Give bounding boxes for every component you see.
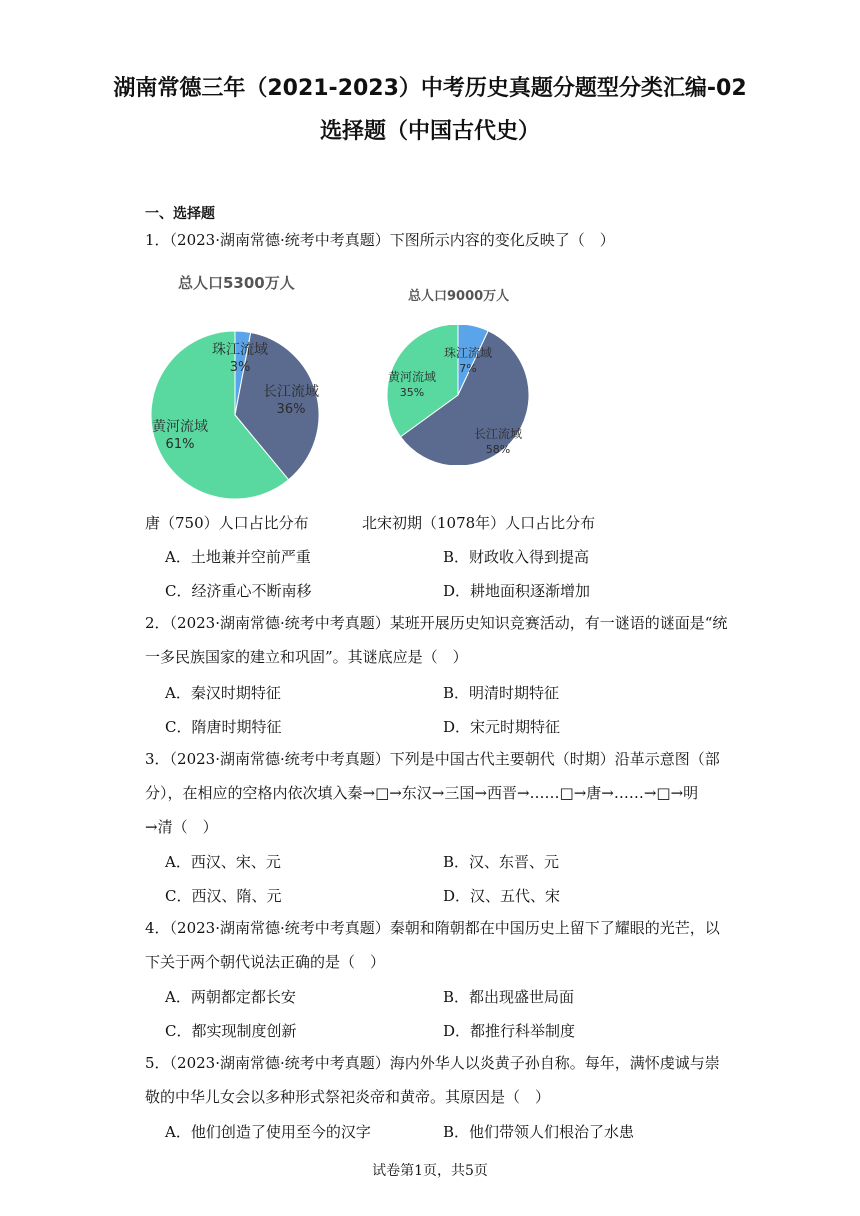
q2-option-a[interactable]: A．秦汉时期特征 [165, 684, 281, 702]
q5-option-a[interactable]: A．他们创造了使用至今的汉字 [165, 1123, 371, 1141]
doc-title-line-2: 选择题（中国古代史） [319, 119, 540, 144]
slice-label-0: 珠江流域 [443, 346, 493, 360]
q3-option-b[interactable]: B．汉、东晋、元 [443, 853, 560, 871]
doc-title-line-1: 湖南常德三年（2021-2023）中考历史真题分题型分类汇编-02 [113, 76, 747, 101]
slice-percent-2: 35% [399, 386, 425, 399]
q1-option-d[interactable]: D．耕地面积逐渐增加 [443, 582, 591, 600]
slice-label-1: 长江流域 [263, 384, 319, 400]
question-4-line-1: 4．（2023·湖南常德·统考中考真题）秦朝和隋朝都在中国历史上留下了耀眼的光芒，以 [145, 919, 720, 937]
section-heading: 一、选择题 [145, 206, 215, 222]
q1-option-b[interactable]: B．财政收入得到提高 [443, 548, 590, 566]
question-3-line-1: 3．（2023·湖南常德·统考中考真题）下列是中国古代主要朝代（时期）沿革示意图（部 [145, 750, 720, 768]
slice-label-1: 长江流域 [473, 427, 523, 441]
slice-percent-0: 7% [459, 362, 477, 375]
question-2-line-1: 2．（2023·湖南常德·统考中考真题）某班开展历史知识竞赛活动，有一谜语的谜面是“统 [145, 614, 728, 632]
slice-label-0: 珠江流域 [212, 342, 268, 358]
question-2-line-2: 一多民族国家的建立和巩固”。其谜底应是（ ） [145, 648, 468, 666]
q3-option-c[interactable]: C．西汉、隋、元 [165, 887, 282, 905]
slice-label-2: 黄河流域 [152, 419, 208, 435]
pie-chart-song [380, 325, 540, 465]
chart-2-caption: 北宋初期（1078年）人口占比分布 [362, 514, 596, 532]
q4-option-a[interactable]: A．两朝都定都长安 [165, 988, 296, 1006]
slice-percent-1: 36% [276, 402, 306, 417]
chart-1-title: 总人口5300万人 [178, 274, 295, 292]
question-5-line-1: 5．（2023·湖南常德·统考中考真题）海内外华人以炎黄子孙自称。每年，满怀虔诚与崇 [145, 1054, 720, 1072]
chart-2-title: 总人口9000万人 [408, 289, 510, 304]
question-1-line-1: 1．（2023·湖南常德·统考中考真题）下图所示内容的变化反映了（ ） [145, 231, 615, 249]
q4-option-b[interactable]: B．都出现盛世局面 [443, 988, 575, 1006]
q2-option-b[interactable]: B．明清时期特征 [443, 684, 560, 702]
question-3-line-2: 分），在相应的空格内依次填入秦→□→东汉→三国→西晋→……□→唐→……→□→明 [145, 784, 699, 802]
q3-option-d[interactable]: D．汉、五代、宋 [443, 887, 561, 905]
chart-1-caption: 唐（750）人口占比分布 [145, 514, 309, 532]
slice-percent-0: 3% [229, 360, 251, 375]
q5-option-b[interactable]: B．他们带领人们根治了水患 [443, 1123, 635, 1141]
slice-percent-2: 61% [165, 437, 195, 452]
q2-option-c[interactable]: C．隋唐时期特征 [165, 718, 282, 736]
q1-option-a[interactable]: A．土地兼并空前严重 [165, 548, 311, 566]
q4-option-c[interactable]: C．都实现制度创新 [165, 1022, 297, 1040]
q4-option-d[interactable]: D．都推行科举制度 [443, 1022, 576, 1040]
question-4-line-2: 下关于两个朝代说法正确的是（ ） [145, 953, 386, 971]
page-footer: 试卷第1页，共5页 [372, 1163, 488, 1179]
slice-percent-1: 58% [485, 443, 511, 456]
q1-option-c[interactable]: C．经济重心不断南移 [165, 582, 312, 600]
question-3-line-3: →清（ ） [145, 818, 218, 836]
q3-option-a[interactable]: A．西汉、宋、元 [165, 853, 281, 871]
pie-chart-tang [140, 320, 330, 510]
q2-option-d[interactable]: D．宋元时期特征 [443, 718, 561, 736]
slice-label-2: 黄河流域 [387, 370, 437, 384]
question-5-line-2: 敬的中华儿女会以多种形式祭祀炎帝和黄帝。其原因是（ ） [145, 1088, 551, 1106]
